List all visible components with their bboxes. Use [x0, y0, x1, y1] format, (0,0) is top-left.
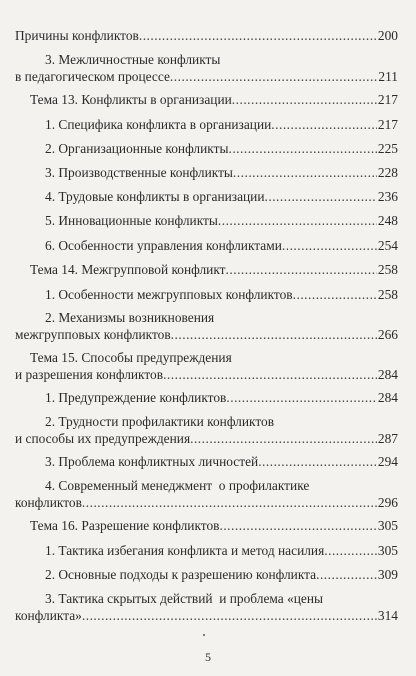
toc-leader	[219, 517, 376, 534]
toc-entry-13-4	[45, 188, 398, 205]
toc-page-number: 284	[377, 367, 398, 382]
toc-entry-13-2	[45, 140, 398, 157]
toc-leader	[293, 286, 377, 303]
toc-leader	[282, 237, 377, 254]
toc-page-number: 217	[377, 92, 398, 107]
page-number: 5	[205, 650, 211, 664]
toc-leader	[163, 366, 377, 383]
toc-leader	[271, 116, 377, 133]
toc-entry-topic15	[15, 349, 398, 383]
toc-entry-title: Тема 16. Разрешение конфликтов	[30, 518, 220, 533]
toc-entry-title: Причины конфликтов	[15, 28, 139, 43]
toc-page-number: 266	[377, 327, 398, 342]
toc-page-number: 314	[377, 608, 398, 623]
toc-entry-title-line2: и способы их предупреждения	[15, 431, 191, 446]
toc-entry-title: 3. Проблема конфликтных личностей	[45, 454, 259, 469]
toc-page-number: 228	[377, 165, 398, 180]
toc-entry-title: Тема 14. Межгрупповой конфликт	[30, 262, 226, 277]
toc-entry-15-1	[45, 389, 398, 406]
toc-page-number: 287	[377, 431, 398, 446]
toc-entry-title: 1. Тактика избегания конфликта и метод насилия	[45, 543, 325, 558]
toc-entry-14-1	[45, 286, 398, 303]
toc-leader	[232, 91, 377, 108]
toc-leader	[82, 494, 377, 511]
toc-entry-interpersonal	[15, 51, 398, 85]
toc-entry-15-3	[45, 453, 398, 470]
toc-entry-title: 2. Организационные конфликты	[45, 141, 229, 156]
toc-leader	[324, 542, 377, 559]
toc-leader	[265, 188, 377, 205]
toc-entry-title-line1: 3. Межличностные конфликты	[45, 52, 221, 67]
toc-entry-title: 3. Производственные конфликты	[45, 165, 233, 180]
toc-page-number: 258	[377, 287, 398, 302]
toc-entry-causes	[15, 27, 398, 44]
toc-page-number: 305	[377, 543, 398, 558]
toc-entry-title: 1. Специфика конфликта в организации	[45, 117, 272, 132]
toc-entry-title-line1: 2. Трудности профилактики конфликтов	[45, 414, 275, 429]
toc-entry-16-2	[45, 566, 398, 583]
toc-leader	[258, 453, 377, 470]
toc-page-number: 294	[377, 454, 398, 469]
toc-entry-topic16	[30, 517, 398, 534]
toc-leader	[218, 212, 377, 229]
toc-page-number: 309	[377, 567, 398, 582]
toc-entry-15-4	[15, 477, 398, 511]
toc-leader	[233, 164, 377, 181]
toc-entry-title-line2: конфликтов	[15, 495, 82, 510]
toc-leader	[82, 607, 377, 624]
toc-leader	[170, 68, 377, 85]
toc-entry-16-3	[15, 590, 398, 624]
toc-leader	[139, 27, 377, 44]
toc-entry-title-line1: Тема 15. Способы предупреждения	[30, 350, 232, 365]
toc-entry-15-2	[15, 413, 398, 447]
toc-entry-13-6	[45, 237, 398, 254]
toc-entry-title-line2: и разрешения конфликтов	[15, 367, 164, 382]
toc-leader	[228, 140, 376, 157]
toc-entry-topic14	[30, 261, 398, 278]
toc-leader	[190, 430, 377, 447]
toc-page-number: 236	[377, 189, 398, 204]
toc-entry-title: 2. Основные подходы к разрешению конфликта	[45, 567, 317, 582]
toc-page-number: 254	[377, 238, 398, 253]
toc-entry-title-line1: 4. Современный менеджмент о профилактике	[45, 478, 310, 493]
toc-entry-14-2	[15, 309, 398, 343]
toc-leader	[226, 261, 377, 278]
toc-entry-topic13	[30, 91, 398, 108]
toc-entry-title-line1: 3. Тактика скрытых действий и проблема «цены	[45, 591, 324, 606]
toc-leader	[226, 389, 377, 406]
toc-entry-title: 6. Особенности управления конфликтами	[45, 238, 282, 253]
toc-entry-title: 4. Трудовые конфликты в организации	[45, 189, 265, 204]
toc-page-number: 296	[377, 495, 398, 510]
toc-entry-title-line2: конфликта»	[15, 608, 82, 623]
toc-entry-title-line2: в педагогическом процессе	[15, 69, 170, 84]
toc-entry-title: 5. Инновационные конфликты	[45, 213, 218, 228]
toc-page-number: 225	[377, 141, 398, 156]
toc-entry-13-1	[45, 116, 398, 133]
toc-entry-title: 1. Особенности межгрупповых конфликтов	[45, 287, 293, 302]
toc-page-number: 217	[377, 117, 398, 132]
toc-entry-title-line1: 2. Механизмы возникновения	[45, 310, 215, 325]
toc-entry-13-5	[45, 212, 398, 229]
toc-page-number: 200	[377, 28, 398, 43]
toc-page-number: 258	[377, 262, 398, 277]
toc-page-number: 211	[378, 69, 398, 84]
toc-entry-title: Тема 13. Конфликты в организации	[30, 92, 232, 107]
toc-entry-title: 1. Предупреждение конфликтов	[45, 390, 227, 405]
toc-entry-title-line2: межгрупповых конфликтов	[15, 327, 171, 342]
print-speck	[203, 634, 205, 636]
toc-page-number: 248	[377, 213, 398, 228]
toc-entry-16-1	[45, 542, 398, 559]
toc-leader	[171, 326, 377, 343]
toc-entry-13-3	[45, 164, 398, 181]
toc-page-number: 305	[377, 518, 398, 533]
toc-page-number: 284	[377, 390, 398, 405]
toc-leader	[316, 566, 377, 583]
